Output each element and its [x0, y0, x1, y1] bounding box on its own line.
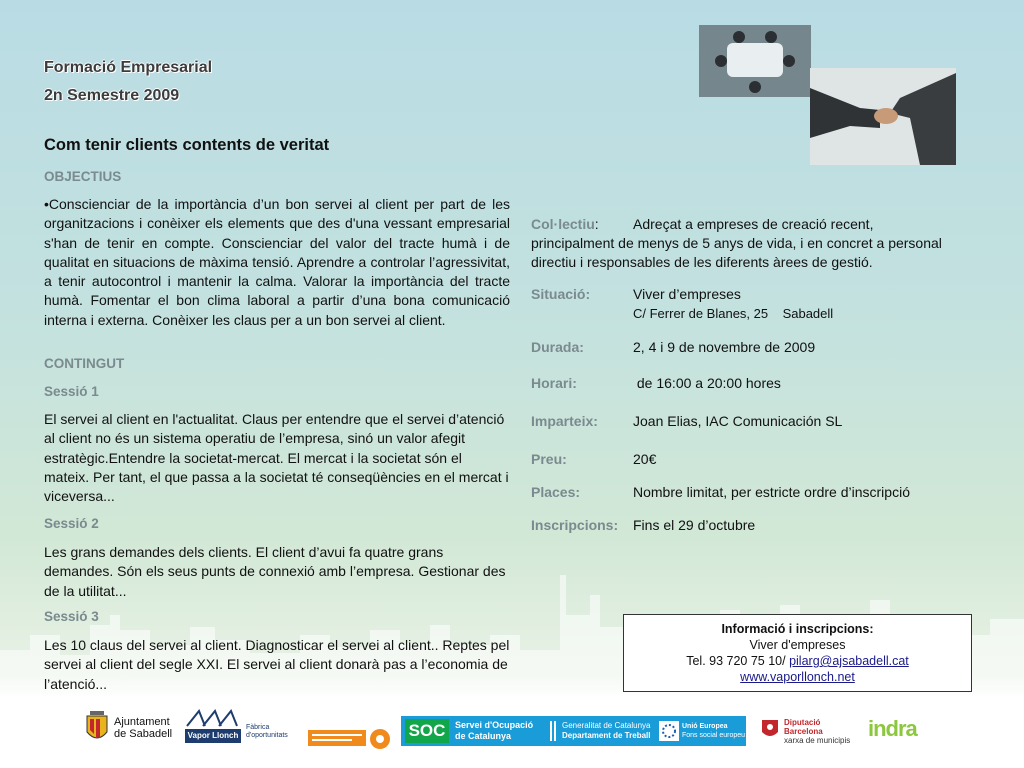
vapor-llonch-logo	[185, 708, 305, 748]
soc-logo	[401, 716, 547, 746]
vapor-llonch-name: Vapor Llonch	[185, 729, 241, 743]
ajuntament-line2: de Sabadell	[114, 728, 173, 740]
ue-line1: Unió Europea	[682, 723, 728, 730]
generalitat-line1: Generalitat de Catalunya	[562, 721, 651, 730]
program-semester: 2n Semestre 2009	[44, 87, 180, 104]
situacio-address: C/ Ferrer de Blanes, 25 Sabadell	[633, 306, 834, 321]
inscripcions-value: Fins el 29 d’octubre	[633, 517, 756, 533]
contact-web-link[interactable]: www.vaporllonch.net	[740, 670, 855, 684]
imparteix-value: Joan Elias, IAC Comunicación SL	[633, 413, 843, 429]
session-1-text: El servei al client en l'actualitat. Claus per entendre que el servei d’atenció al client no és un sistema operatiu de l’empresa, sinó un valor afegit estratègic.Entendre la societat-mercat. El mercat i la societat són el mateix. Per tant, el que passa a la societat té conseqüències en el mercat i viceversa...	[44, 411, 509, 505]
session-2-label: Sessió 2	[44, 516, 99, 531]
objectius-heading: OBJECTIUS	[44, 169, 122, 184]
imparteix-label: Imparteix:	[531, 413, 598, 429]
situacio-value: Viver d’empreses	[633, 286, 741, 302]
course-title: Com tenir clients contents de veritat	[44, 136, 330, 154]
fabrica-line1: Fàbrica	[246, 724, 270, 731]
session-3-label: Sessió 3	[44, 609, 99, 624]
objectius-text: •Conscienciar de la importància d’un bon servei al client per part de les organitzacions i conèixer els elements que des d'una vessant empresarial s'han de tenir en compte. Conscienciar del valor del tracte humà i de qualitat en situacions de màxima tensió. Aprendre a controlar l’agressivitat, a tenir autocontrol i mantenir la calma. Valorar la importància del tracte humà. Fomentar el bon clima laboral a partir d’una bona comunicació interna i externa. Conèixer les claus per a un bon servei al client.	[44, 196, 510, 328]
horari-label: Horari:	[531, 375, 577, 391]
session-1-label: Sessió 1	[44, 384, 99, 399]
indra-wordmark: indra	[868, 716, 917, 741]
orange-partner-logo	[308, 726, 392, 752]
soc-line1: Servei d'Ocupació	[455, 720, 534, 730]
ajuntament-line1: Ajuntament	[114, 716, 170, 728]
program-title: Formació Empresarial	[44, 59, 213, 76]
contact-box	[623, 614, 972, 692]
situacio-label: Situació:	[531, 286, 591, 302]
inscripcions-label: Inscripcions:	[531, 517, 619, 533]
contact-tel: Tel. 93 720 75 10/	[686, 654, 790, 668]
collectiu-colon: :	[594, 216, 599, 232]
contact-heading: Informació i inscripcions:	[721, 622, 874, 636]
diputacio-line3: xarxa de municipis	[784, 736, 851, 745]
soc-badge: SOC	[405, 719, 449, 743]
generalitat-logo	[546, 716, 656, 746]
preu-value: 20€	[633, 451, 657, 467]
generalitat-line2: Departament de Treball	[562, 731, 651, 740]
places-value: Nombre limitat, per estricte ordre d’inscripció	[633, 484, 910, 500]
durada-value: 2, 4 i 9 de novembre de 2009	[633, 339, 816, 355]
session-2-text: Les grans demandes dels clients. El client d’avui fa quatre grans demandes. Són els seus punts de connexió amb l’empresa. Gestionar des de la utilitat...	[44, 544, 506, 599]
meeting-photo	[699, 25, 811, 97]
durada-label: Durada:	[531, 339, 584, 355]
collectiu-text-2: principalment de menys de 5 anys de vida, i en concret a personal	[531, 235, 942, 251]
indra-logo	[868, 716, 928, 746]
diputacio-barcelona-logo	[760, 716, 860, 750]
collectiu-text-1: Adreçat a empreses de creació recent,	[633, 216, 874, 232]
collectiu-label: Col·lectiu	[531, 216, 595, 232]
soc-line2: de Catalunya	[455, 731, 512, 741]
ue-line2: Fons social europeu	[682, 732, 746, 739]
handshake-photo	[810, 68, 956, 165]
diputacio-line2: Barcelona	[784, 727, 823, 736]
fabrica-line2: d'oportunitats	[246, 732, 288, 739]
contact-line	[624, 653, 971, 669]
places-label: Places:	[531, 484, 581, 500]
collectiu-text-3: directiu i responsables de les diferents àrees de gestió.	[531, 254, 873, 270]
contingut-heading: CONTINGUT	[44, 356, 125, 371]
unio-europea-logo	[656, 716, 746, 746]
ajuntament-sabadell-logo	[84, 708, 176, 748]
session-3-text: Les 10 claus del servei al client. Diagnosticar el servei al client.. Reptes pel servei al client del segle XXI. El servei al client donarà pas a l’economia de l’atenció...	[44, 637, 510, 692]
diputacio-line1: Diputació	[784, 718, 821, 727]
horari-value: de 16:00 a 20:00 hores	[633, 375, 781, 391]
contact-place: Viver d'empreses	[749, 638, 846, 652]
sponsor-logos	[0, 700, 1024, 768]
contact-email-link[interactable]: pilarg@ajsabadell.cat	[789, 654, 909, 668]
preu-label: Preu:	[531, 451, 567, 467]
